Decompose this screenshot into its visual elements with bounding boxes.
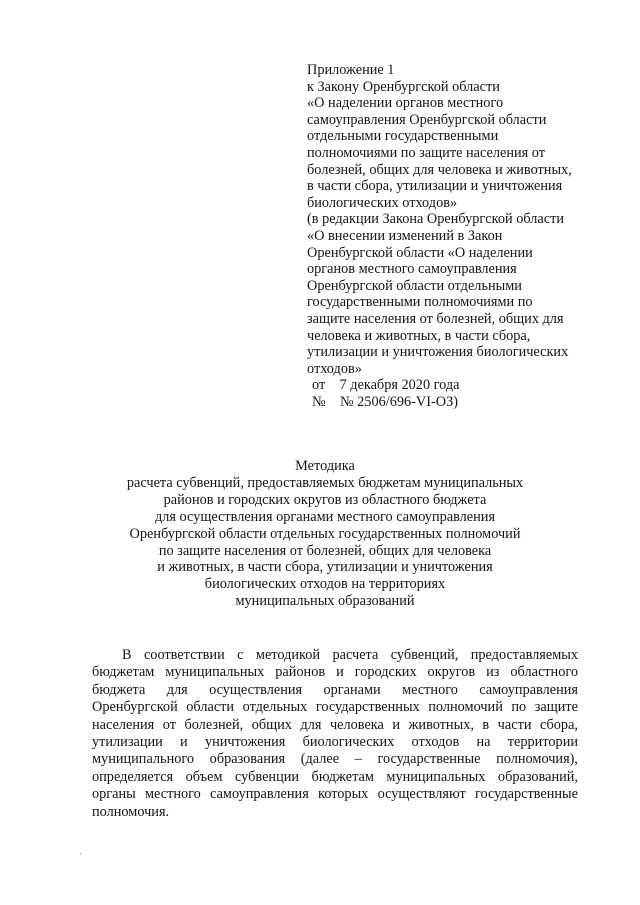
title-line: по защите населения от болезней, общих для человека: [158, 542, 492, 559]
title-line: районов и городских округов из областного бюджета: [163, 491, 487, 508]
appendix-line: к Закону Оренбургской области: [307, 78, 500, 95]
scan-speck: [80, 853, 81, 854]
appendix-line: биологических отходов»: [307, 194, 458, 211]
body-line: бюджета для осуществления органами местного самоуправления: [92, 681, 578, 698]
appendix-line: болезней, общих для человека и животных,: [307, 161, 572, 178]
appendix-line: самоуправления Оренбургской области: [307, 111, 547, 128]
appendix-line: (в редакции Закона Оренбургской области: [307, 211, 565, 228]
appendix-line: Приложение 1: [307, 62, 395, 78]
title-line: Методика: [295, 458, 355, 474]
body-line: Оренбургской области отдельных государственных полномочий по защите: [92, 699, 578, 716]
body-line: бюджетам муниципальных районов и городских округов из областного: [92, 664, 578, 681]
appendix-line: отходов»: [307, 360, 362, 377]
title-line: биологических отходов на территориях: [204, 576, 446, 593]
body-line: утилизации и уничтожения биологических отходов на территории: [92, 734, 578, 751]
body-paragraph: [92, 647, 578, 821]
body-line: муниципального образования (далее – государственные полномочия),: [92, 751, 578, 768]
title-line: и животных, в части сбора, утилизации и уничтожения: [157, 559, 493, 576]
appendix-line: Оренбургской области отдельными: [307, 277, 522, 294]
appendix-line: Оренбургской области «О наделении: [307, 244, 533, 261]
appendix-line: утилизации и уничтожения биологических: [307, 344, 569, 361]
appendix-line: полномочиями по защите населения от: [307, 144, 545, 161]
appendix-line: «О внесении изменений в Закон: [307, 227, 503, 244]
appendix-line: в части сбора, утилизации и уничтожения: [307, 178, 563, 195]
title-line: для осуществления органами местного самоуправления: [154, 508, 496, 525]
appendix-header: [307, 62, 597, 410]
title-line: расчета субвенций, предоставляемых бюджетам муниципальных: [126, 474, 524, 491]
body-line: В соответствии с методикой расчета субвенций, предоставляемых: [122, 647, 578, 663]
title-line: Оренбургской области отдельных государственных полномочий: [129, 525, 521, 542]
appendix-number: № № 2506/696-VI-ОЗ): [312, 393, 459, 410]
body-line: полномочия.: [92, 803, 170, 820]
body-line: органы местного самоуправления которых осуществляют государственные: [92, 786, 578, 803]
appendix-line: человека и животных, в части сбора,: [307, 327, 531, 344]
body-line: определяется объем субвенции бюджетам муниципальных образований,: [92, 768, 578, 785]
appendix-line: защите населения от болезней, общих для: [307, 310, 564, 327]
appendix-date: от 7 декабря 2020 года: [312, 377, 460, 394]
body-line: населения от болезней, общих для человека и животных, в части сбора,: [92, 716, 578, 733]
appendix-line: государственными полномочиями по: [307, 294, 533, 311]
appendix-line: органов местного самоуправления: [307, 261, 517, 278]
appendix-line: отдельными государственными: [307, 128, 499, 145]
title-line: муниципальных образований: [235, 593, 415, 610]
appendix-line: «О наделении органов местного: [307, 95, 504, 112]
document-title: [100, 458, 550, 610]
